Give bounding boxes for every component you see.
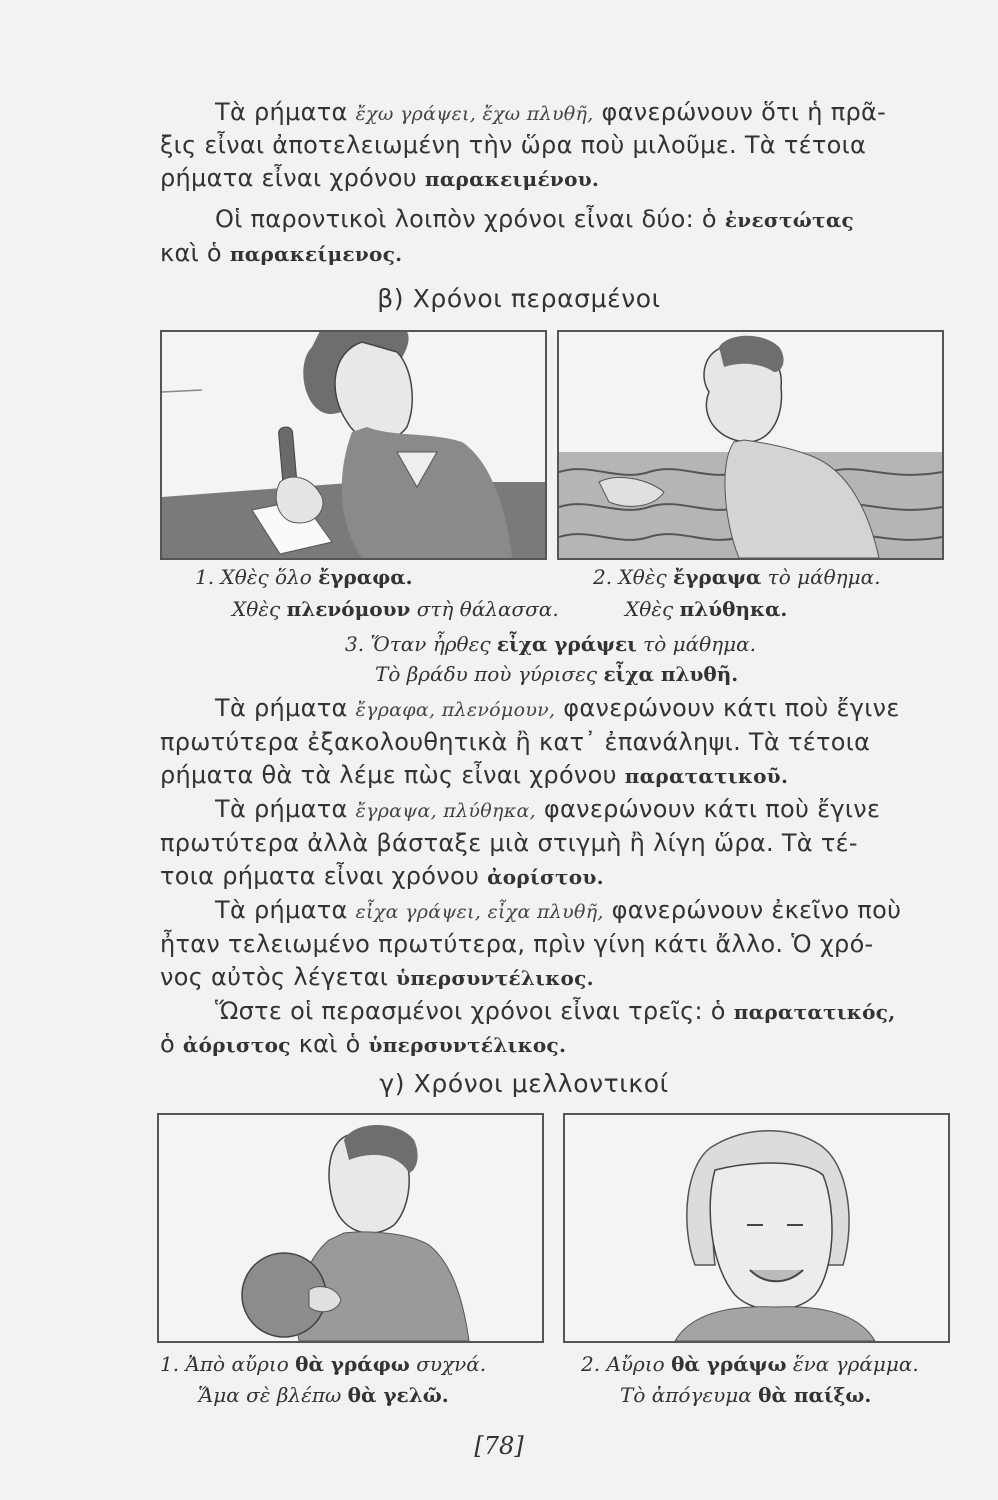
- caption-future-4: [620, 1381, 871, 1409]
- term-imperfect: παρατατικός,: [733, 1000, 896, 1024]
- text: Ἅμα σὲ βλέπω: [198, 1383, 348, 1407]
- term-imperfect: παρατατικοῦ.: [624, 764, 789, 788]
- caption-past-5: [345, 630, 756, 658]
- summary-paragraph-line-2: [160, 1029, 950, 1060]
- present-paragraph-line-2: [160, 238, 950, 269]
- text: ἕνα γράμμα.: [786, 1352, 919, 1376]
- caption-past-1: [195, 563, 413, 591]
- term-pluperfect: ὑπερσυντέλικος.: [396, 966, 594, 990]
- text: τὸ μάθημα.: [761, 565, 881, 589]
- text: Ὥστε οἱ περασμένοι χρόνοι εἶναι τρεῖς: ὁ: [215, 997, 734, 1025]
- verb: θὰ γράψω: [671, 1352, 787, 1376]
- verb: θὰ γελῶ.: [347, 1383, 449, 1407]
- verb: εἶχα γράψει: [496, 632, 637, 656]
- smiling-girl-drawing: [565, 1115, 948, 1341]
- example-verbs: ἔγραφα, πλενόμουν,: [355, 699, 556, 721]
- example-verbs: εἶχα γράψει, εἶχα πλυθῆ,: [355, 901, 604, 923]
- caption-future-2: [581, 1350, 919, 1378]
- aorist-paragraph-line-1: [215, 794, 950, 826]
- caption-past-3: [232, 595, 559, 623]
- aorist-paragraph-line-3: [160, 861, 950, 892]
- caption-future-3: [198, 1381, 449, 1409]
- pluperfect-paragraph-line-3: [160, 962, 950, 993]
- text: Τὸ βράδυ ποὺ γύρισες: [375, 662, 604, 686]
- text: Αὔριο: [606, 1352, 672, 1376]
- perfect-paragraph-line-3: [160, 163, 950, 194]
- text: καὶ ὁ: [290, 1030, 369, 1058]
- text: φανερώνουν κάτι ποὺ ἔγινε: [555, 694, 900, 722]
- section-heading-future: γ) Χρόνοι μελλοντικοί: [379, 1069, 669, 1098]
- text: Χθὲς ὅλο: [220, 565, 319, 589]
- text: ρήματα θὰ τὰ λέμε πὼς εἶναι χρόνου: [160, 761, 625, 789]
- caption-past-6: [375, 660, 738, 688]
- caption-number: 1.: [160, 1352, 186, 1376]
- verb: πλύθηκα.: [679, 597, 788, 621]
- example-verbs: ἔχω γράψει, ἔχω πλυθῆ,: [355, 103, 594, 125]
- text: φανερώνουν ὅτι ἡ πρᾶ-: [593, 98, 887, 126]
- illustration-girl-writing: [160, 330, 547, 560]
- text: Χθὲς: [625, 597, 680, 621]
- illustration-smiling-girl: [563, 1113, 950, 1343]
- imperfect-paragraph-line-1: [215, 693, 950, 725]
- verb: πλενόμουν: [286, 597, 411, 621]
- term-aorist: ἀορίστου.: [487, 865, 604, 889]
- text: Τὰ ρήματα: [215, 98, 356, 126]
- pluperfect-paragraph-line-2: ἦταν τελειωμένο πρωτύτερα, πρὶν γίνη κάτι ἄλλο. Ὁ χρό-: [160, 930, 874, 958]
- text: Οἱ παροντικοὶ λοιπὸν χρόνοι εἶναι δύο: ὁ: [215, 205, 725, 233]
- text: φανερώνουν κάτι ποὺ ἔγινε: [535, 795, 881, 823]
- imperfect-paragraph-line-2: πρωτύτερα ἐξακολουθητικὰ ἢ κατ᾿ ἐπανάληψι. Τὰ τέτοια: [160, 728, 871, 756]
- perfect-paragraph-line-2: ξις εἶναι ἀποτελειωμένη τὴν ὥρα ποὺ μιλοῦμε. Τὰ τέτοια: [160, 131, 867, 159]
- present-paragraph-line-1: [215, 204, 950, 235]
- pluperfect-paragraph-line-1: [215, 895, 950, 927]
- verb: ἔγραψα: [673, 565, 762, 589]
- term-aorist: ἀόριστος: [182, 1033, 291, 1057]
- girl-writing-drawing: [162, 332, 545, 558]
- term-perfect: παρακειμένου.: [424, 167, 600, 191]
- text: Τὸ ἀπόγευμα: [620, 1383, 759, 1407]
- text: συχνά.: [409, 1352, 487, 1376]
- verb: ἔγραφα.: [318, 565, 413, 589]
- summary-paragraph-line-1: [215, 996, 950, 1027]
- caption-number: 2.: [593, 565, 619, 589]
- example-verbs: ἔγραψα, πλύθηκα,: [355, 800, 536, 822]
- term-perfect: παρακείμενος.: [229, 242, 403, 266]
- illustration-boy-with-ball: [157, 1113, 544, 1343]
- text: Τὰ ρήματα: [215, 694, 356, 722]
- text: καὶ ὁ: [160, 239, 230, 267]
- aorist-paragraph-line-2: πρωτύτερα ἀλλὰ βάσταξε μιὰ στιγμὴ ἢ λίγη ὥρα. Τὰ τέ-: [160, 829, 858, 857]
- term-present: ἐνεστώτας: [724, 208, 855, 232]
- verb: θὰ γράφω: [295, 1352, 410, 1376]
- caption-future-1: [160, 1350, 486, 1378]
- caption-number: 1.: [195, 565, 221, 589]
- perfect-paragraph-line-1: [215, 97, 950, 129]
- term-pluperfect: ὑπερσυντέλικος.: [368, 1033, 567, 1057]
- caption-past-2: [593, 563, 881, 591]
- boy-swimming-drawing: [559, 332, 942, 558]
- section-heading-past: β) Χρόνοι περασμένοι: [377, 284, 661, 313]
- boy-with-ball-drawing: [159, 1115, 542, 1341]
- text: ὁ: [160, 1030, 183, 1058]
- illustration-boy-swimming: [557, 330, 944, 560]
- caption-number: 2.: [581, 1352, 607, 1376]
- text: τοια ρήματα εἶναι χρόνου: [160, 862, 488, 890]
- caption-past-4: [625, 595, 787, 623]
- imperfect-paragraph-line-3: [160, 760, 950, 791]
- text: Χθὲς: [232, 597, 287, 621]
- verb: εἶχα πλυθῆ.: [603, 662, 739, 686]
- caption-number: 3.: [345, 632, 371, 656]
- text: Χθὲς: [618, 565, 674, 589]
- text: νος αὐτὸς λέγεται: [160, 963, 397, 991]
- text: φανερώνουν ἐκεῖνο ποὺ: [603, 896, 902, 924]
- verb: θὰ παίξω.: [758, 1383, 872, 1407]
- text: στὴ θάλασσα.: [410, 597, 559, 621]
- text: Ἀπὸ αὔριο: [185, 1352, 296, 1376]
- text: Τὰ ρήματα: [215, 896, 356, 924]
- text: Τὰ ρήματα: [215, 795, 356, 823]
- text: Ὅταν ἦρθες: [370, 632, 497, 656]
- text: τὸ μάθημα.: [636, 632, 757, 656]
- text: ρήματα εἶναι χρόνου: [160, 164, 425, 192]
- page-number: [78]: [474, 1432, 524, 1460]
